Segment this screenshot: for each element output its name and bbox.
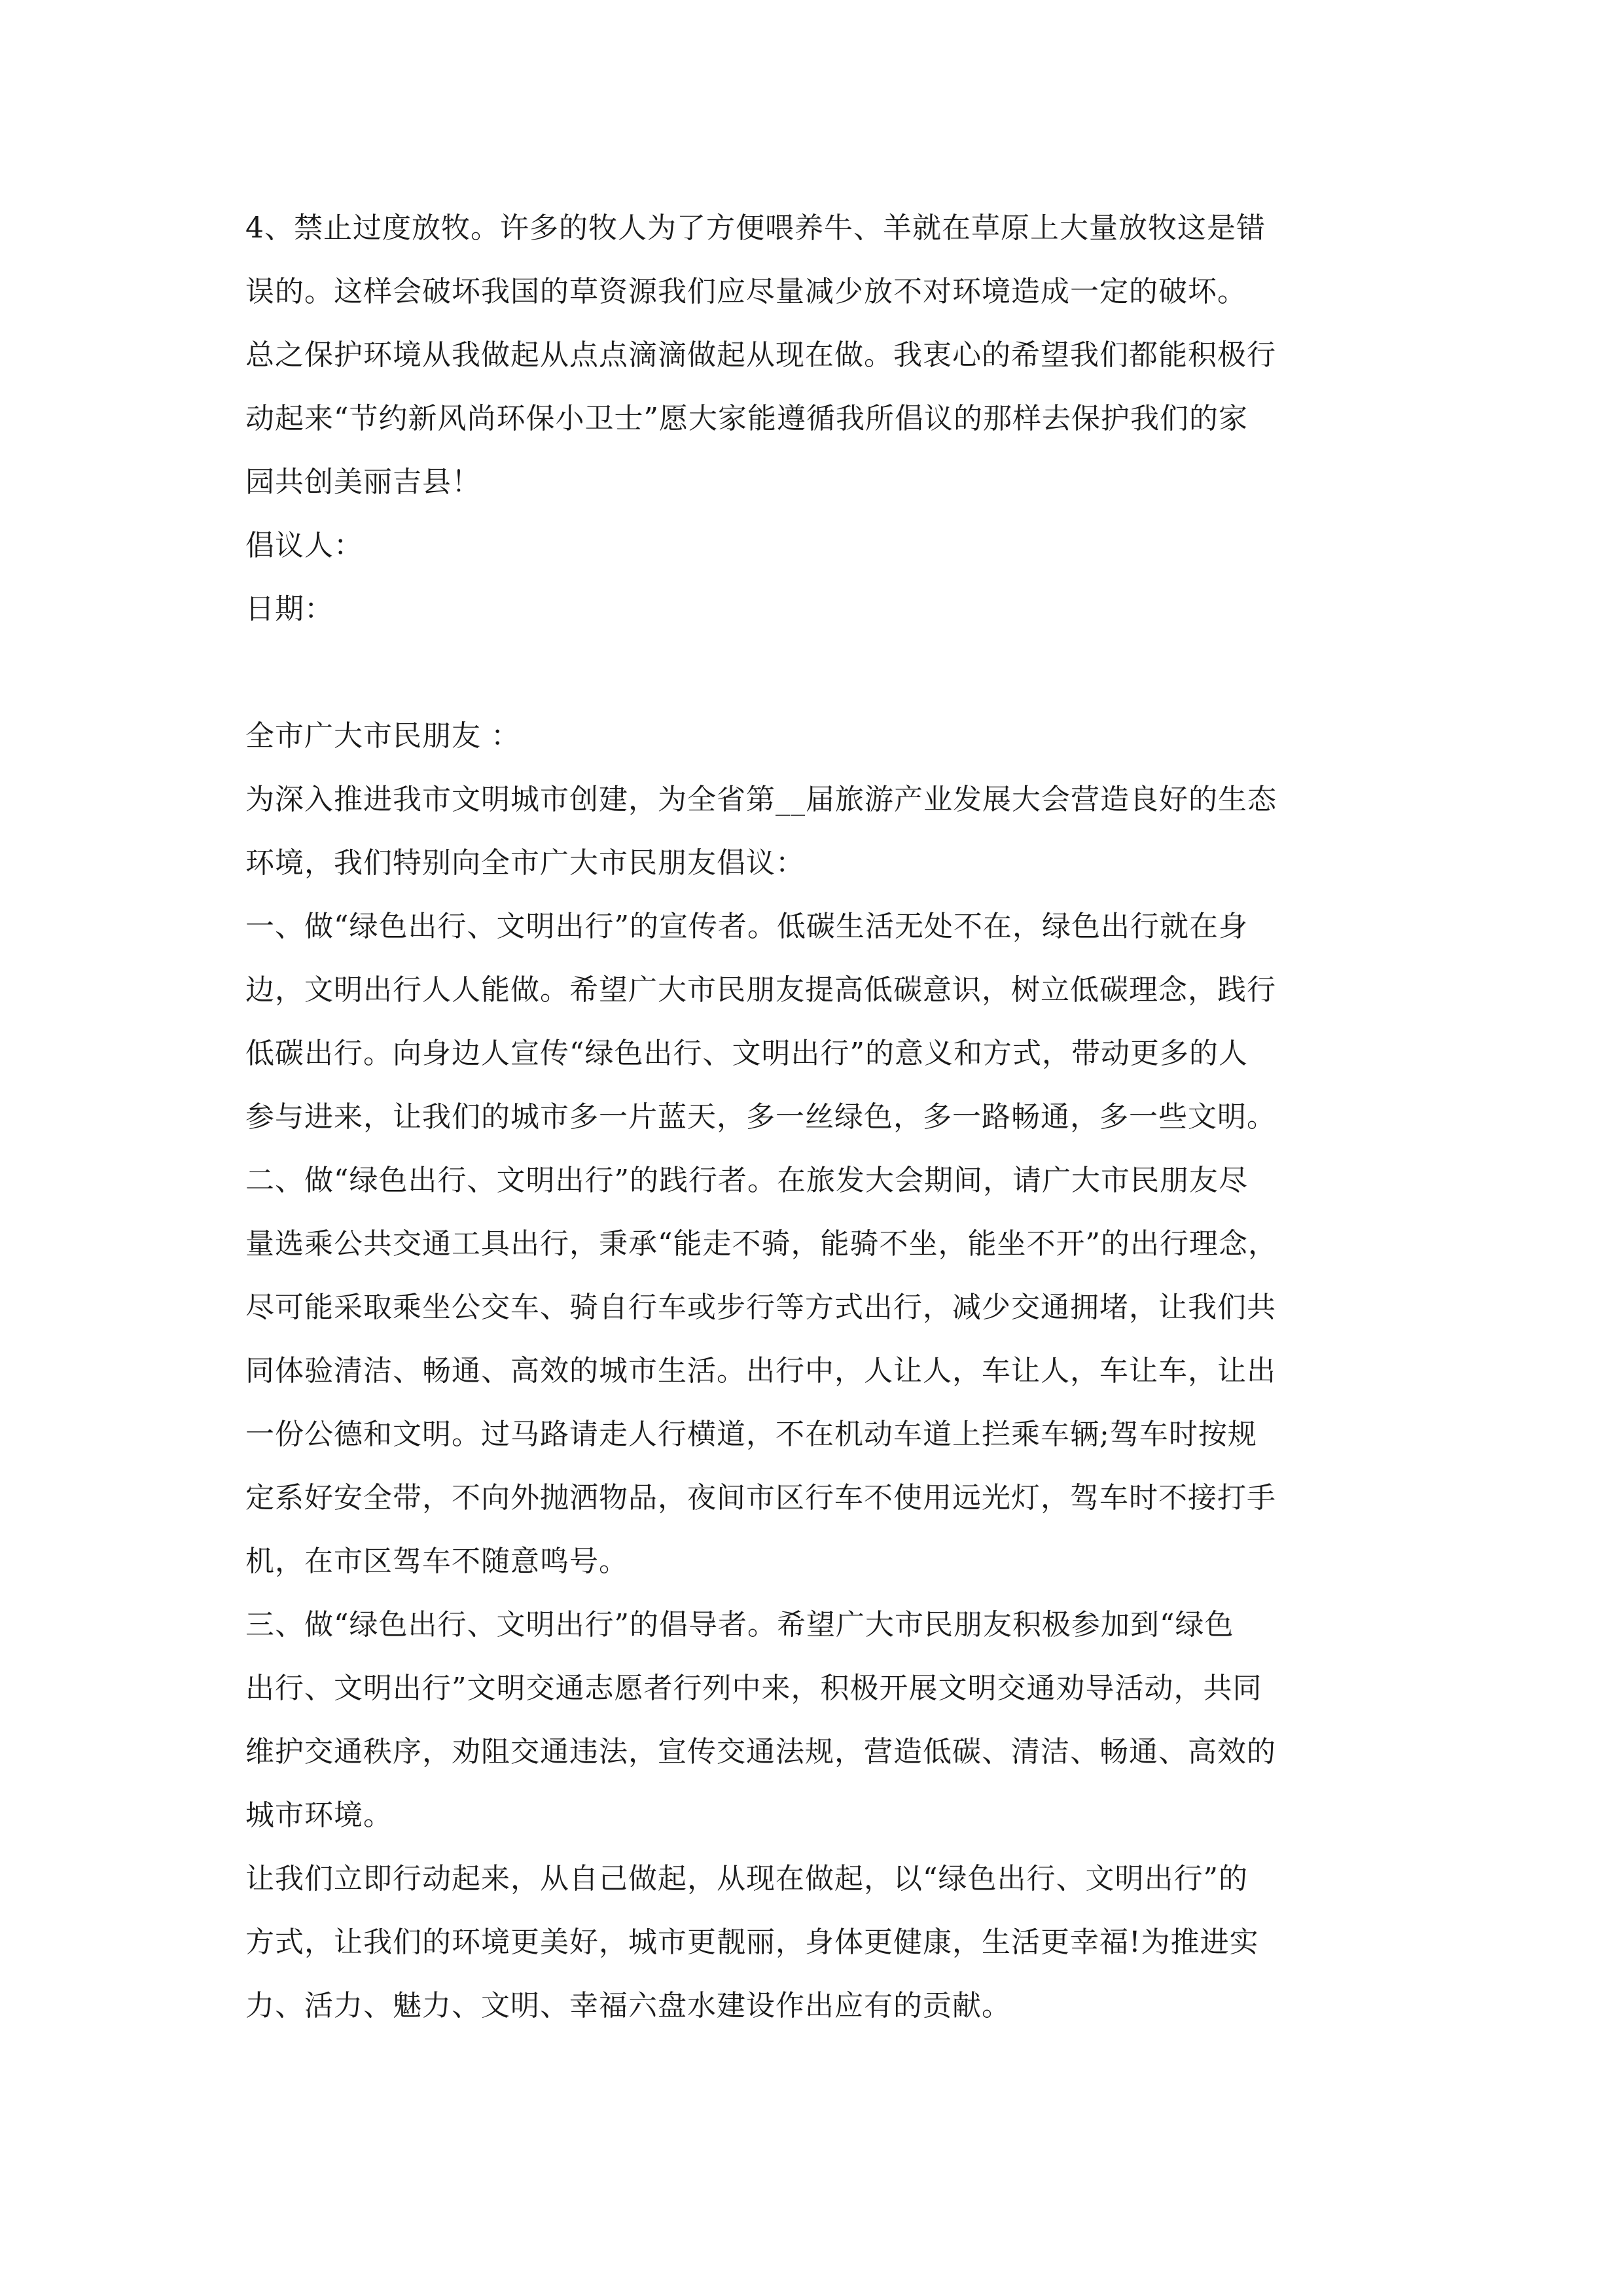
text-line: 出行、文明出行”文明交通志愿者行列中来，积极开展文明交通劝导活动，共同 xyxy=(245,1672,1262,1705)
salutation: 全市广大市民朋友 ： xyxy=(245,719,520,753)
section-green-travel-proposal xyxy=(245,704,1384,2037)
text-line: 让我们立即行动起来，从自己做起，从现在做起，以“绿色出行、文明出行”的 xyxy=(245,1862,1248,1895)
section-grassland-proposal xyxy=(245,196,1384,641)
section-gap xyxy=(245,641,1384,704)
text-line: 误的。这样会破坏我国的草资源我们应尽量减少放不对环境造成一定的破坏。 xyxy=(245,275,1247,308)
text-line: 一份公德和文明。过马路请走人行横道，不在机动车道上拦乘车辆;驾车时按规 xyxy=(245,1418,1257,1451)
text-line: 城市环境。 xyxy=(245,1799,393,1832)
text-line: 低碳出行。向身边人宣传“绿色出行、文明出行”的意义和方式，带动更多的人 xyxy=(245,1037,1248,1070)
text-line: 环境，我们特别向全市广大市民朋友倡议： xyxy=(245,846,805,880)
text-line: 园共创美丽吉县！ xyxy=(245,465,481,499)
text-line: 为深入推进我市文明城市创建，为全省第__届旅游产业发展大会营造良好的生态 xyxy=(245,783,1277,816)
text-line: 一、做“绿色出行、文明出行”的宣传者。低碳生活无处不在，绿色出行就在身 xyxy=(245,910,1248,943)
text-line: 动起来“节约新风尚环保小卫士”愿大家能遵循我所倡议的那样去保护我们的家 xyxy=(245,402,1248,435)
text-line: 定系好安全带，不向外抛洒物品，夜间市区行车不使用远光灯，驾车时不接打手 xyxy=(245,1481,1276,1515)
document-page xyxy=(245,196,1384,2037)
text-line: 总之保护环境从我做起从点点滴滴做起从现在做。我衷心的希望我们都能积极行 xyxy=(245,338,1276,372)
text-line: 力、活力、魅力、文明、幸福六盘水建设作出应有的贡献。 xyxy=(245,1989,1011,2022)
proposer-label: 倡议人： xyxy=(245,529,363,562)
text-line: 量选乘公共交通工具出行，秉承“能走不骑，能骑不坐，能坐不开”的出行理念， xyxy=(245,1227,1277,1261)
text-line: 参与进来，让我们的城市多一片蓝天，多一丝绿色，多一路畅通，多一些文明。 xyxy=(245,1100,1276,1134)
text-line: 机，在市区驾车不随意鸣号。 xyxy=(245,1545,628,1578)
text-line: 边，文明出行人人能做。希望广大市民朋友提高低碳意识，树立低碳理念，践行 xyxy=(245,973,1276,1007)
date-label: 日期： xyxy=(245,592,334,626)
text-line: 4、禁止过度放牧。许多的牧人为了方便喂养牛、羊就在草原上大量放牧这是错 xyxy=(245,211,1266,245)
text-line: 维护交通秩序，劝阻交通违法，宣传交通法规，营造低碳、清洁、畅通、高效的 xyxy=(245,1735,1276,1768)
text-line: 尽可能采取乘坐公交车、骑自行车或步行等方式出行，减少交通拥堵，让我们共 xyxy=(245,1291,1276,1324)
text-line: 方式，让我们的环境更美好，城市更靓丽，身体更健康，生活更幸福!为推进实 xyxy=(245,1926,1259,1959)
text-line: 同体验清洁、畅通、高效的城市生活。出行中，人让人，车让人，车让车，让出 xyxy=(245,1354,1276,1388)
text-line: 三、做“绿色出行、文明出行”的倡导者。希望广大市民朋友积极参加到“绿色 xyxy=(245,1608,1234,1641)
text-line: 二、做“绿色出行、文明出行”的践行者。在旅发大会期间，请广大市民朋友尽 xyxy=(245,1164,1248,1197)
